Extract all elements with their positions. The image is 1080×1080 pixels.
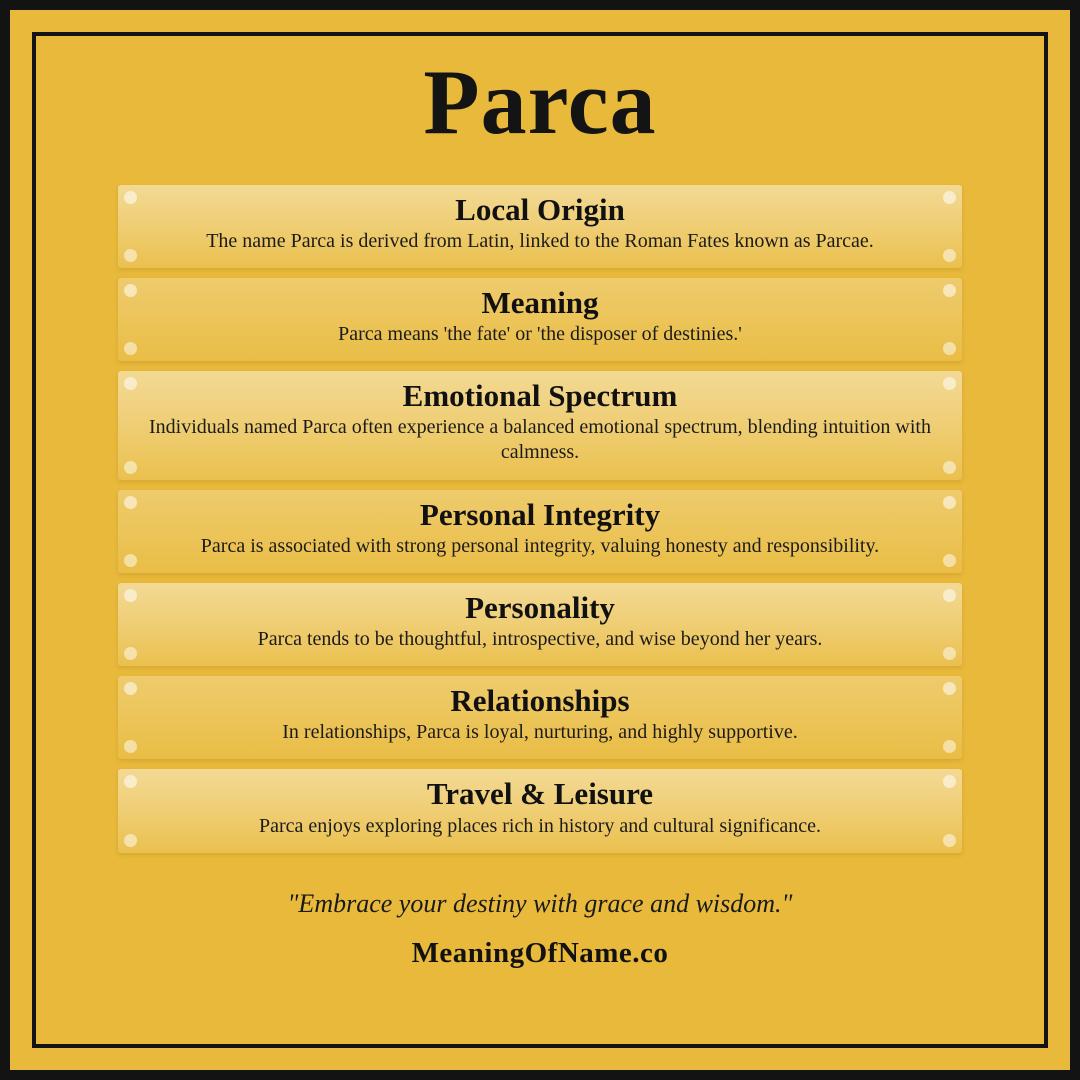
quote-text: "Embrace your destiny with grace and wisdom." bbox=[287, 888, 793, 918]
corner-dot-icon bbox=[943, 342, 956, 355]
section-body: Parca tends to be thoughtful, introspective, and wise beyond her years. bbox=[257, 628, 823, 650]
corner-dot-icon bbox=[943, 461, 956, 474]
section-personality bbox=[118, 583, 962, 666]
section-heading: Personality bbox=[465, 589, 615, 625]
brand-label: MeaningOfName.co bbox=[411, 936, 669, 969]
corner-dot-icon bbox=[943, 647, 956, 660]
page-title: Parca bbox=[423, 51, 657, 153]
section-body: Parca is associated with strong personal integrity, valuing honesty and responsibility. bbox=[200, 534, 880, 557]
section-heading: Local Origin bbox=[455, 191, 625, 227]
section-body: Individuals named Parca often experience a balanced emotional spectrum, blending intuition with calmness. bbox=[149, 416, 931, 464]
corner-dot-icon bbox=[124, 834, 137, 847]
section-meaning bbox=[118, 278, 962, 361]
section-heading: Travel & Leisure bbox=[426, 776, 654, 812]
corner-dot-icon bbox=[124, 740, 137, 753]
section-body: Parca means 'the fate' or 'the disposer of destinies.' bbox=[338, 322, 742, 345]
section-heading: Relationships bbox=[450, 683, 630, 719]
card-content bbox=[36, 36, 1044, 1044]
section-heading: Emotional Spectrum bbox=[402, 378, 678, 414]
corner-dot-icon bbox=[124, 249, 137, 262]
section-body: In relationships, Parca is loyal, nurturing, and highly supportive. bbox=[282, 721, 798, 744]
corner-dot-icon bbox=[943, 554, 956, 567]
sections-list bbox=[36, 185, 1044, 863]
corner-dot-icon bbox=[943, 740, 956, 753]
section-travel-and-leisure bbox=[118, 769, 962, 852]
corner-dot-icon bbox=[124, 647, 137, 660]
section-personal-integrity bbox=[118, 490, 962, 573]
corner-dot-icon bbox=[124, 554, 137, 567]
section-local-origin bbox=[118, 185, 962, 268]
corner-dot-icon bbox=[943, 834, 956, 847]
section-emotional-spectrum bbox=[118, 371, 962, 479]
section-body: The name Parca is derived from Latin, linked to the Roman Fates known as Parcae. bbox=[206, 229, 874, 252]
section-heading: Meaning bbox=[481, 284, 599, 320]
section-heading: Personal Integrity bbox=[419, 496, 661, 532]
corner-dot-icon bbox=[943, 249, 956, 262]
section-body: Parca enjoys exploring places rich in history and cultural significance. bbox=[258, 814, 822, 837]
corner-dot-icon bbox=[124, 342, 137, 355]
section-relationships bbox=[118, 676, 962, 759]
corner-dot-icon bbox=[124, 461, 137, 474]
